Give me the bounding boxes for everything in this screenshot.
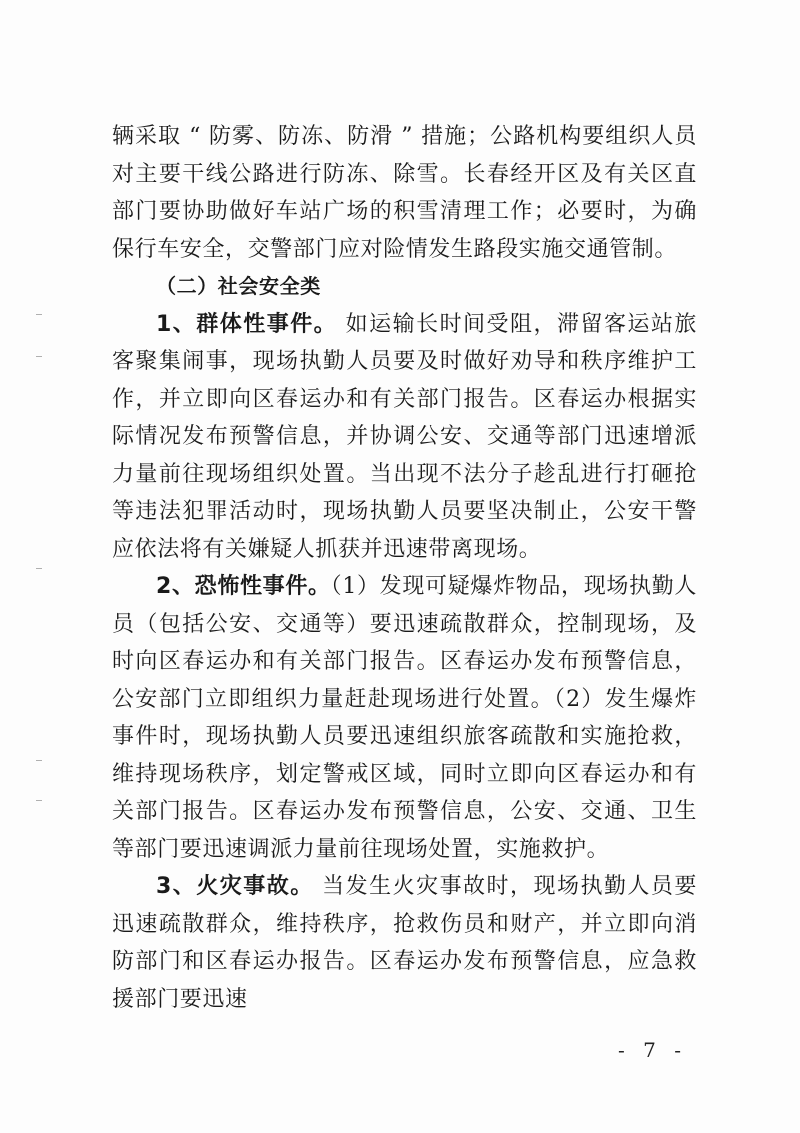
item-1-body: 如运输长时间受阻，滞留客运站旅客聚集闹事，现场执勤人员要及时做好劝导和秩序维护工作，并立即向区春运办和有关部门报告。区春运办根据实际情况发布预警信息，并协调公安、交通等部门迅速增派力量前往现场组织处置。当出现不法分子趁乱进行打砸抢等违法犯罪活动时，现场执勤人员要坚决制止，公安干警应依法将有关嫌疑人抓获并迅速带离现场。 [112, 311, 697, 562]
margin-mark [36, 800, 42, 801]
paragraph-item-1 [112, 306, 697, 569]
paragraph-intro: 辆采取 “ 防雾、防冻、防滑 ” 措施；公路机构要组织人员对主要干线公路进行防冻、除雪。长春经开区及有关区直部门要协助做好车站广场的积雪清理工作；必要时，为确保行车安全，交警部门应对险情发生路段实施交通管制。 [112, 124, 697, 262]
item-3-title: 3、火灾事故。 [156, 874, 314, 899]
margin-mark [36, 314, 42, 315]
item-3-body: 当发生火灾事故时，现场执勤人员要迅速疏散群众，维持秩序，抢救伤员和财产，并立即向消防部门和区春运办报告。区春运办发布预警信息，应急救援部门要迅速 [112, 874, 697, 1012]
item-2-body: （1）发现可疑爆炸物品，现场执勤人员（包括公安、交通等）要迅速疏散群众，控制现场，及时向区春运办和有关部门报告。区春运办发布预警信息，公安部门立即组织力量赶赴现场进行处置。（2）发生爆炸事件时，现场执勤人员要迅速组织旅客疏散和实施抢救，维持现场秩序，划定警戒区域，同时立即向区春运办和有关部门报告。区春运办发布预警信息，公安、交通、卫生等部门要迅速调派力量前往现场处置，实施救护。 [112, 574, 697, 862]
section-heading: （二）社会安全类 [156, 274, 321, 298]
paragraph-item-2 [112, 568, 697, 868]
page-number: - 7 - [618, 1038, 687, 1062]
document-body [112, 118, 697, 1018]
item-2-title: 2、恐怖性事件。 [156, 574, 331, 599]
margin-mark [36, 568, 42, 569]
margin-mark [36, 760, 42, 761]
margin-mark [36, 356, 42, 357]
paragraph-item-3 [112, 868, 697, 1018]
item-1-title: 1、群体性事件。 [156, 311, 338, 337]
